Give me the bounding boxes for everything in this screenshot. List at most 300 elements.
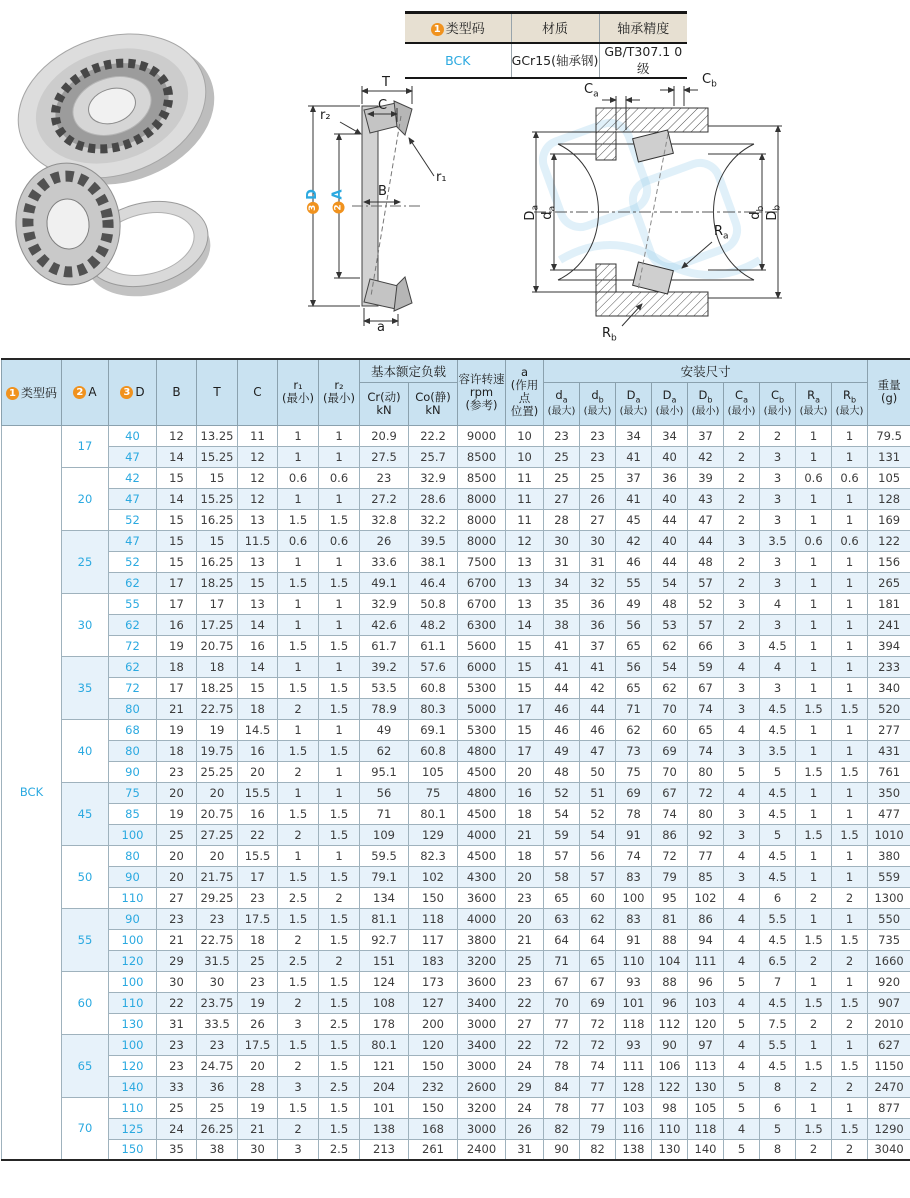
a-value-cell[interactable]: 40 — [62, 719, 109, 782]
data-cell: 5600 — [458, 635, 506, 656]
data-cell: 18 — [506, 845, 544, 866]
table-row — [2, 446, 910, 467]
col-header-t: T — [197, 359, 238, 425]
data-cell: 52 — [688, 593, 724, 614]
a-value-cell[interactable]: 50 — [62, 845, 109, 908]
data-cell: 1 — [796, 593, 832, 614]
data-cell: 12 — [506, 530, 544, 551]
data-cell: 1 — [796, 551, 832, 572]
data-cell: 32.8 — [360, 509, 409, 530]
data-cell: 1 — [796, 1034, 832, 1055]
data-cell: 3 — [760, 488, 796, 509]
data-cell: 72 — [652, 845, 688, 866]
data-cell: 26.25 — [197, 1118, 238, 1139]
data-cell: 116 — [616, 1118, 652, 1139]
data-cell: 5 — [724, 971, 760, 992]
data-cell: 78 — [544, 1097, 580, 1118]
a-value-cell[interactable]: 65 — [62, 1034, 109, 1097]
data-cell: 3 — [760, 572, 796, 593]
d-value-cell[interactable]: 100 — [109, 971, 157, 992]
data-cell: 20 — [157, 845, 197, 866]
data-cell: 71 — [616, 698, 652, 719]
data-cell: 1 — [832, 1034, 868, 1055]
data-cell: 1.5 — [278, 509, 319, 530]
circled-2-icon: 2 — [333, 202, 345, 214]
data-cell: 62 — [616, 719, 652, 740]
d-value-cell[interactable]: 110 — [109, 1097, 157, 1118]
data-cell: 1.5 — [278, 1034, 319, 1055]
data-cell: 36 — [580, 614, 616, 635]
data-cell: 1 — [796, 908, 832, 929]
data-cell: 1 — [796, 425, 832, 446]
data-cell: 1 — [796, 614, 832, 635]
d-value-cell[interactable]: 100 — [109, 824, 157, 845]
a-value-cell[interactable]: 30 — [62, 593, 109, 656]
data-cell: 79 — [652, 866, 688, 887]
data-cell: 122 — [868, 530, 910, 551]
data-cell: 130 — [652, 1139, 688, 1160]
data-cell: 16.25 — [197, 509, 238, 530]
data-cell: 25 — [197, 1097, 238, 1118]
d-value-cell[interactable]: 62 — [109, 656, 157, 677]
data-cell: 2 — [278, 698, 319, 719]
data-cell: 1010 — [868, 824, 910, 845]
data-cell: 1 — [319, 593, 360, 614]
data-cell: 6000 — [458, 656, 506, 677]
data-cell: 1.5 — [278, 1097, 319, 1118]
data-cell: 20 — [157, 782, 197, 803]
data-cell: 27 — [157, 887, 197, 908]
d-value-cell[interactable]: 125 — [109, 1118, 157, 1139]
data-cell: 57 — [580, 866, 616, 887]
data-cell: 69 — [652, 740, 688, 761]
data-cell: 1.5 — [319, 1055, 360, 1076]
dim-label-Db: $D_b$ — [765, 204, 783, 221]
col-header-type-code: 1 类型码 — [2, 359, 62, 425]
data-cell: 70 — [544, 992, 580, 1013]
table-row — [2, 1013, 910, 1034]
data-cell: 2 — [724, 572, 760, 593]
dim-label-db: $d_b$ — [748, 205, 766, 220]
data-cell: 82 — [544, 1118, 580, 1139]
data-cell: 25 — [238, 950, 278, 971]
data-cell: 1660 — [868, 950, 910, 971]
data-cell: 140 — [688, 1139, 724, 1160]
data-cell: 91 — [616, 929, 652, 950]
data-cell: 761 — [868, 761, 910, 782]
data-cell: 4.5 — [760, 719, 796, 740]
data-cell: 0.6 — [278, 530, 319, 551]
data-cell: 55 — [616, 572, 652, 593]
data-cell: 35 — [544, 593, 580, 614]
d-value-cell[interactable]: 100 — [109, 1034, 157, 1055]
d-value-cell[interactable]: 62 — [109, 572, 157, 593]
d-value-cell[interactable]: 52 — [109, 509, 157, 530]
data-cell: 15.25 — [197, 446, 238, 467]
spec-header-type-code — [405, 13, 511, 43]
d-value-cell[interactable]: 40 — [109, 425, 157, 446]
data-cell: 56 — [580, 845, 616, 866]
data-cell: 62 — [652, 677, 688, 698]
data-cell: 46 — [580, 719, 616, 740]
data-cell: 3600 — [458, 887, 506, 908]
group-header-load: 基本额定负载 — [360, 359, 458, 382]
data-cell: 127 — [409, 992, 458, 1013]
data-cell: 1.5 — [796, 1055, 832, 1076]
data-cell: 4 — [724, 719, 760, 740]
data-cell: 15 — [506, 635, 544, 656]
data-cell: 1 — [319, 551, 360, 572]
data-cell: 1.5 — [796, 929, 832, 950]
spec-type-code-value[interactable]: BCK — [405, 43, 511, 78]
d-value-cell[interactable]: 85 — [109, 803, 157, 824]
data-cell: 23 — [238, 971, 278, 992]
data-cell: 10 — [506, 446, 544, 467]
data-cell: 138 — [360, 1118, 409, 1139]
data-cell: 204 — [360, 1076, 409, 1097]
data-cell: 1 — [796, 509, 832, 530]
data-cell: 57 — [544, 845, 580, 866]
data-cell: 5 — [760, 824, 796, 845]
data-cell: 1 — [832, 572, 868, 593]
data-cell: 4 — [724, 1055, 760, 1076]
data-cell: 31 — [580, 551, 616, 572]
data-cell: 1 — [832, 509, 868, 530]
data-cell: 121 — [360, 1055, 409, 1076]
table-row — [2, 845, 910, 866]
data-cell: 54 — [652, 656, 688, 677]
data-cell: 26 — [506, 1118, 544, 1139]
d-value-cell[interactable]: 80 — [109, 845, 157, 866]
table-row — [2, 992, 910, 1013]
data-cell: 0.6 — [319, 530, 360, 551]
d-value-cell[interactable]: 72 — [109, 677, 157, 698]
data-cell: 1.5 — [832, 992, 868, 1013]
data-cell: 25 — [157, 824, 197, 845]
data-cell: 1.5 — [319, 971, 360, 992]
data-cell: 3200 — [458, 1097, 506, 1118]
data-cell: 93 — [616, 971, 652, 992]
data-cell: 104 — [652, 950, 688, 971]
data-cell: 0.6 — [832, 530, 868, 551]
d-value-cell[interactable]: 90 — [109, 761, 157, 782]
data-cell: 80.1 — [360, 1034, 409, 1055]
d-value-cell[interactable]: 130 — [109, 1013, 157, 1034]
data-cell: 75 — [409, 782, 458, 803]
data-cell: 241 — [868, 614, 910, 635]
data-cell: 111 — [616, 1055, 652, 1076]
a-value-cell[interactable]: 70 — [62, 1097, 109, 1160]
data-cell: 44 — [580, 698, 616, 719]
d-value-cell[interactable]: 90 — [109, 908, 157, 929]
data-cell: 4 — [724, 908, 760, 929]
data-cell: 200 — [409, 1013, 458, 1034]
data-cell: 57.6 — [409, 656, 458, 677]
data-cell: 0.6 — [796, 530, 832, 551]
d-value-cell[interactable]: 52 — [109, 551, 157, 572]
d-value-cell[interactable]: 47 — [109, 488, 157, 509]
data-cell: 4 — [724, 1034, 760, 1055]
d-value-cell[interactable]: 72 — [109, 635, 157, 656]
data-cell: 37 — [616, 467, 652, 488]
d-value-cell[interactable]: 90 — [109, 866, 157, 887]
data-cell: 1 — [319, 719, 360, 740]
data-cell: 124 — [360, 971, 409, 992]
d-value-cell[interactable]: 62 — [109, 614, 157, 635]
data-cell: 6 — [760, 887, 796, 908]
d-value-cell[interactable]: 42 — [109, 467, 157, 488]
d-value-cell[interactable]: 140 — [109, 1076, 157, 1097]
data-cell: 4.5 — [760, 866, 796, 887]
data-cell: 16 — [157, 614, 197, 635]
data-cell: 1290 — [868, 1118, 910, 1139]
d-value-cell[interactable]: 80 — [109, 698, 157, 719]
group-header-install: 安装尺寸 — [544, 359, 868, 382]
data-cell: 66 — [688, 635, 724, 656]
data-cell: 20 — [506, 908, 544, 929]
data-cell: 33.5 — [197, 1013, 238, 1034]
data-cell: 32.2 — [409, 509, 458, 530]
data-cell: 4 — [760, 656, 796, 677]
data-cell: 58 — [544, 866, 580, 887]
dim-label-Da: $D_a$ — [522, 205, 541, 221]
table-row — [2, 488, 910, 509]
d-value-cell[interactable]: 55 — [109, 593, 157, 614]
data-cell: 81 — [652, 908, 688, 929]
d-value-cell[interactable]: 75 — [109, 782, 157, 803]
data-cell: 1 — [796, 488, 832, 509]
data-cell: 19.75 — [197, 740, 238, 761]
data-cell: 4.5 — [760, 635, 796, 656]
dim-label-B: B — [378, 184, 387, 199]
data-cell: 86 — [688, 908, 724, 929]
data-cell: 7.5 — [760, 1013, 796, 1034]
data-cell: 24 — [506, 1055, 544, 1076]
data-cell: 26 — [580, 488, 616, 509]
col-header-install-db-1: $d_b$ (最大) — [580, 382, 616, 425]
data-cell: 4000 — [458, 908, 506, 929]
spec-header-precision: 轴承精度 — [599, 13, 687, 43]
data-cell: 2 — [832, 1139, 868, 1160]
d-value-cell[interactable]: 120 — [109, 950, 157, 971]
data-cell: 64 — [580, 929, 616, 950]
data-cell: 105 — [688, 1097, 724, 1118]
data-cell: 1 — [278, 488, 319, 509]
data-cell: 101 — [616, 992, 652, 1013]
circled-number-icon: 2 — [73, 386, 86, 399]
data-cell: 350 — [868, 782, 910, 803]
dimension-table-wrap — [1, 358, 909, 1161]
table-row — [2, 740, 910, 761]
data-cell: 1 — [832, 1097, 868, 1118]
data-cell: 22.2 — [409, 425, 458, 446]
data-cell: 520 — [868, 698, 910, 719]
type-code-cell[interactable]: BCK — [2, 425, 62, 1160]
data-cell: 1 — [796, 446, 832, 467]
d-value-cell[interactable]: 68 — [109, 719, 157, 740]
data-cell: 2.5 — [278, 887, 319, 908]
data-cell: 50.8 — [409, 593, 458, 614]
data-cell: 128 — [868, 488, 910, 509]
d-value-cell[interactable]: 110 — [109, 887, 157, 908]
data-cell: 67 — [544, 971, 580, 992]
data-cell: 15 — [238, 677, 278, 698]
data-cell: 1 — [278, 845, 319, 866]
data-cell: 2 — [278, 992, 319, 1013]
col-header-cr: Cr(动) kN — [360, 382, 409, 425]
dimension-table-header — [2, 359, 910, 425]
data-cell: 265 — [868, 572, 910, 593]
data-cell: 21.75 — [197, 866, 238, 887]
data-cell: 380 — [868, 845, 910, 866]
data-cell: 19 — [197, 719, 238, 740]
d-value-cell[interactable]: 47 — [109, 530, 157, 551]
dimension-table-body — [2, 425, 910, 1160]
data-cell: 42 — [616, 530, 652, 551]
data-cell: 627 — [868, 1034, 910, 1055]
a-value-cell[interactable]: 35 — [62, 656, 109, 719]
data-cell: 1.5 — [796, 824, 832, 845]
data-cell: 20 — [506, 866, 544, 887]
data-cell: 1.5 — [319, 677, 360, 698]
data-cell: 550 — [868, 908, 910, 929]
data-cell: 1 — [832, 719, 868, 740]
dim-label-T: T — [382, 75, 390, 90]
data-cell: 1 — [278, 425, 319, 446]
data-cell: 40 — [652, 488, 688, 509]
data-cell: 12 — [238, 446, 278, 467]
data-cell: 1 — [832, 866, 868, 887]
data-cell: 77 — [688, 845, 724, 866]
data-cell: 18 — [238, 929, 278, 950]
circled-number-icon: 1 — [6, 387, 19, 400]
data-cell: 94 — [688, 929, 724, 950]
data-cell: 877 — [868, 1097, 910, 1118]
data-cell: 11 — [506, 488, 544, 509]
col-header-install-da-0: $d_a$ (最大) — [544, 382, 580, 425]
a-value-cell[interactable]: 20 — [62, 467, 109, 530]
data-cell: 178 — [360, 1013, 409, 1034]
data-cell: 2 — [319, 950, 360, 971]
d-value-cell[interactable]: 120 — [109, 1055, 157, 1076]
data-cell: 19 — [157, 635, 197, 656]
data-cell: 8500 — [458, 446, 506, 467]
data-cell: 3.5 — [760, 530, 796, 551]
data-cell: 65 — [616, 635, 652, 656]
d-value-cell[interactable]: 47 — [109, 446, 157, 467]
a-value-cell[interactable]: 45 — [62, 782, 109, 845]
data-cell: 42 — [688, 446, 724, 467]
data-cell: 52 — [580, 803, 616, 824]
data-cell: 25 — [157, 1097, 197, 1118]
data-cell: 1.5 — [796, 992, 832, 1013]
d-value-cell[interactable]: 150 — [109, 1139, 157, 1160]
data-cell: 48.2 — [409, 614, 458, 635]
data-cell: 5300 — [458, 719, 506, 740]
data-cell: 24.75 — [197, 1055, 238, 1076]
data-cell: 3.5 — [760, 740, 796, 761]
data-cell: 1.5 — [278, 908, 319, 929]
data-cell: 34 — [544, 572, 580, 593]
data-cell: 1.5 — [319, 992, 360, 1013]
data-cell: 23 — [580, 446, 616, 467]
data-cell: 3 — [278, 1139, 319, 1160]
data-cell: 3 — [760, 614, 796, 635]
data-cell: 19 — [157, 803, 197, 824]
data-cell: 65 — [616, 677, 652, 698]
data-cell: 3400 — [458, 992, 506, 1013]
data-cell: 111 — [688, 950, 724, 971]
data-cell: 21 — [506, 929, 544, 950]
data-cell: 72 — [580, 1013, 616, 1034]
data-cell: 34 — [616, 425, 652, 446]
a-value-cell[interactable]: 55 — [62, 908, 109, 971]
data-cell: 1 — [278, 719, 319, 740]
spec-table — [405, 11, 687, 79]
data-cell: 23 — [544, 425, 580, 446]
data-cell: 38 — [544, 614, 580, 635]
data-cell: 31 — [506, 1139, 544, 1160]
data-cell: 1.5 — [319, 1118, 360, 1139]
data-cell: 1 — [796, 782, 832, 803]
data-cell: 1300 — [868, 887, 910, 908]
data-cell: 60.8 — [409, 740, 458, 761]
data-cell: 44 — [652, 551, 688, 572]
data-cell: 15 — [506, 677, 544, 698]
data-cell: 1 — [832, 635, 868, 656]
data-cell: 92 — [688, 824, 724, 845]
data-cell: 105 — [409, 761, 458, 782]
data-cell: 1 — [832, 971, 868, 992]
data-cell: 3 — [724, 530, 760, 551]
table-row — [2, 803, 910, 824]
data-cell: 12 — [157, 425, 197, 446]
d-value-cell[interactable]: 100 — [109, 929, 157, 950]
data-cell: 9000 — [458, 425, 506, 446]
data-cell: 96 — [688, 971, 724, 992]
data-cell: 48 — [652, 593, 688, 614]
data-cell: 83 — [616, 908, 652, 929]
a-value-cell[interactable]: 60 — [62, 971, 109, 1034]
data-cell: 431 — [868, 740, 910, 761]
table-row — [2, 782, 910, 803]
data-cell: 156 — [868, 551, 910, 572]
data-cell: 15 — [197, 530, 238, 551]
data-cell: 1 — [832, 803, 868, 824]
data-cell: 6700 — [458, 593, 506, 614]
data-cell: 2 — [832, 950, 868, 971]
circled-1-icon: 1 — [431, 23, 444, 36]
data-cell: 18.25 — [197, 572, 238, 593]
data-cell: 14 — [506, 614, 544, 635]
data-cell: 3040 — [868, 1139, 910, 1160]
a-value-cell[interactable]: 25 — [62, 530, 109, 593]
data-cell: 181 — [868, 593, 910, 614]
data-cell: 4500 — [458, 761, 506, 782]
data-cell: 103 — [616, 1097, 652, 1118]
data-cell: 1 — [319, 845, 360, 866]
data-cell: 27.25 — [197, 824, 238, 845]
data-cell: 23 — [157, 1055, 197, 1076]
d-value-cell[interactable]: 110 — [109, 992, 157, 1013]
d-value-cell[interactable]: 80 — [109, 740, 157, 761]
data-cell: 40 — [652, 530, 688, 551]
a-value-cell[interactable]: 17 — [62, 425, 109, 467]
table-row — [2, 761, 910, 782]
data-cell: 39.2 — [360, 656, 409, 677]
data-cell: 43 — [688, 488, 724, 509]
data-cell: 11 — [238, 425, 278, 446]
